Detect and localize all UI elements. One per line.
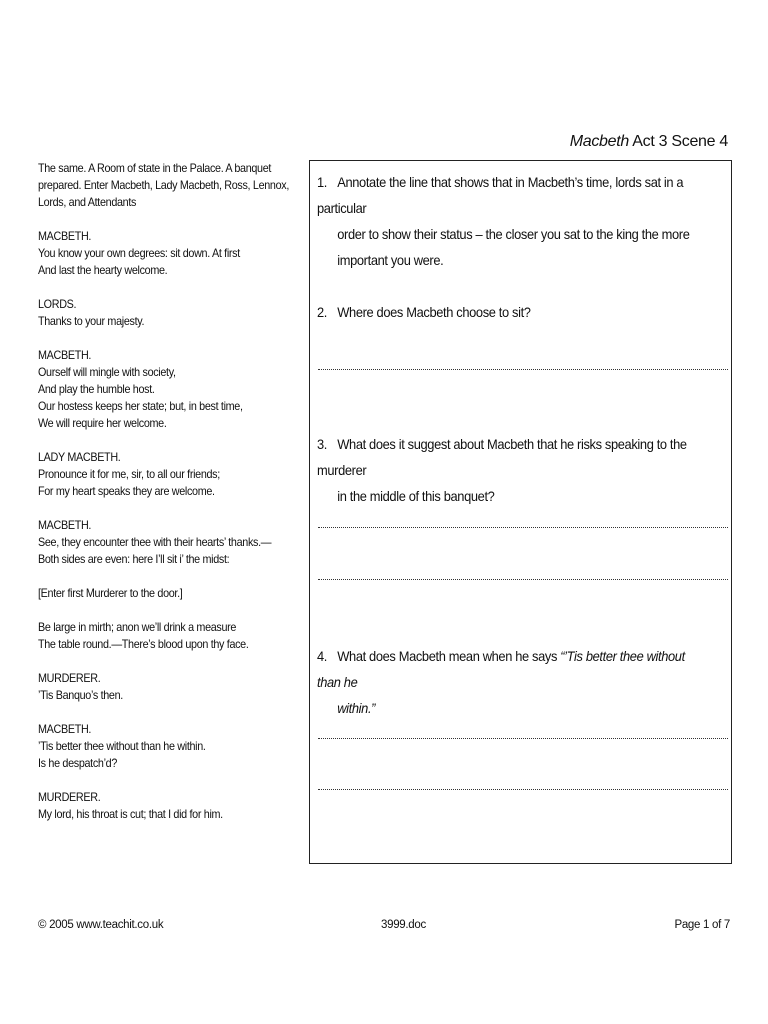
- speaker-name: MACBETH.: [38, 723, 92, 736]
- title-act-scene: Act 3 Scene 4: [629, 133, 728, 150]
- script-line: See, they encounter thee with their hearts’ thanks.—: [38, 536, 272, 549]
- page-title: [570, 133, 728, 151]
- footer-page-number: Page 1 of 7: [674, 919, 730, 931]
- script-line: Both sides are even: here I’ll sit i’ the midst:: [38, 553, 230, 566]
- question-text: in the middle of this banquet?: [337, 488, 495, 504]
- script-line: The table round.—There’s blood upon thy face.: [38, 638, 249, 651]
- script-block-murderer: [38, 670, 282, 704]
- script-line: ’Tis Banquo’s then.: [38, 689, 123, 702]
- speaker-name: LORDS.: [38, 298, 77, 311]
- answer-line[interactable]: [318, 579, 728, 580]
- footer-filename: 3999.doc: [381, 919, 426, 931]
- question-number: 4.: [317, 648, 328, 664]
- question-text: What does it suggest about Macbeth that he risks speaking to the murderer: [317, 436, 687, 478]
- script-line: The same. A Room of state in the Palace. A banquet: [38, 162, 272, 175]
- speaker-name: MURDERER.: [38, 672, 101, 685]
- script-line: Our hostess keeps her state; but, in best time,: [38, 400, 243, 413]
- question-4: [317, 643, 692, 721]
- question-number: 1.: [317, 174, 328, 190]
- answer-line[interactable]: [318, 527, 728, 528]
- questions-box: [309, 160, 732, 864]
- script-line: Ourself will mingle with society,: [38, 366, 176, 379]
- script-block-macbeth: [38, 228, 282, 279]
- script-line: You know your own degrees: sit down. At first: [38, 247, 240, 260]
- script-line: Lords, and Attendants: [38, 196, 137, 209]
- script-line: My lord, his throat is cut; that I did for him.: [38, 808, 223, 821]
- speaker-name: MACBETH.: [38, 349, 92, 362]
- footer-copyright: © 2005 www.teachit.co.uk: [38, 919, 164, 931]
- question-text: Annotate the line that shows that in Macbeth’s time, lords sat in a particular: [317, 174, 684, 216]
- question-text: What does Macbeth mean when he says: [337, 648, 561, 664]
- script-line: For my heart speaks they are welcome.: [38, 485, 215, 498]
- script-line: And last the hearty welcome.: [38, 264, 168, 277]
- question-quote: “’Tis better thee without than he: [317, 648, 685, 690]
- question-text: important you were.: [337, 252, 444, 268]
- script-line: Thanks to your majesty.: [38, 315, 145, 328]
- question-1: [317, 169, 692, 273]
- script-block-stage-direction: [38, 585, 282, 602]
- script-block-lords: [38, 296, 282, 330]
- script-line: ’Tis better thee without than he within.: [38, 740, 206, 753]
- script-block-macbeth: [38, 721, 282, 772]
- speaker-name: MACBETH.: [38, 230, 92, 243]
- question-3: [317, 431, 692, 509]
- script-line: prepared. Enter Macbeth, Lady Macbeth, Ross, Lennox,: [38, 179, 289, 192]
- script-block-murderer: [38, 789, 282, 823]
- title-play-name: Macbeth: [569, 133, 630, 150]
- script-block-continued: [38, 619, 282, 653]
- script-block-lady-macbeth: [38, 449, 282, 500]
- question-2: [317, 299, 692, 325]
- speaker-name: LADY MACBETH.: [38, 451, 121, 464]
- script-line: Is he despatch’d?: [38, 757, 117, 770]
- answer-line[interactable]: [318, 789, 728, 790]
- script-block-stage-direction: [38, 160, 289, 211]
- answer-line[interactable]: [318, 738, 728, 739]
- answer-line[interactable]: [318, 369, 728, 370]
- script-line: Be large in mirth; anon we’ll drink a measure: [38, 621, 237, 634]
- script-block-macbeth: [38, 517, 282, 568]
- script-excerpt: [38, 160, 289, 840]
- script-line: And play the humble host.: [38, 383, 155, 396]
- script-line: We will require her welcome.: [38, 417, 167, 430]
- question-quote: within.”: [337, 700, 376, 716]
- script-line: Pronounce it for me, sir, to all our friends;: [38, 468, 220, 481]
- question-text: order to show their status – the closer you sat to the king the more: [337, 226, 690, 242]
- script-block-macbeth: [38, 347, 282, 432]
- question-text: Where does Macbeth choose to sit?: [337, 304, 531, 320]
- speaker-name: MURDERER.: [38, 791, 101, 804]
- script-line: [Enter first Murderer to the door.]: [38, 587, 183, 600]
- question-number: 2.: [317, 304, 328, 320]
- speaker-name: MACBETH.: [38, 519, 92, 532]
- question-number: 3.: [317, 436, 328, 452]
